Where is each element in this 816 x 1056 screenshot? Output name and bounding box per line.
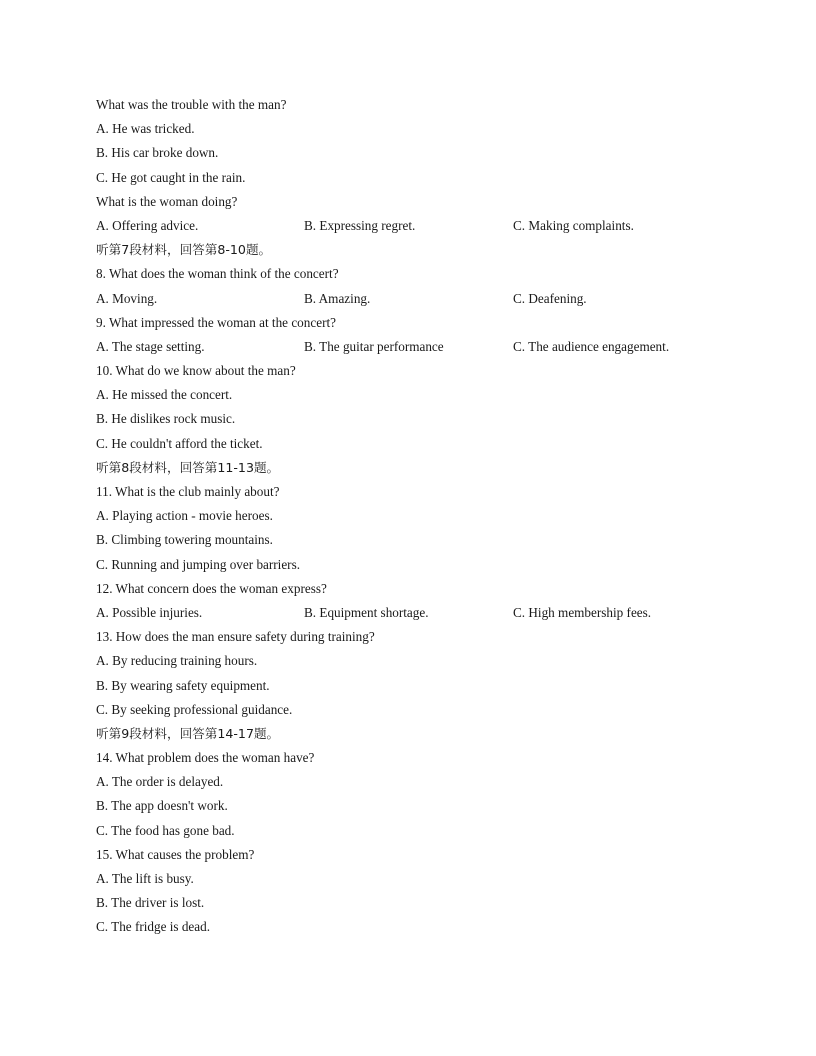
option-c: C. He got caught in the rain.: [96, 169, 246, 185]
option-c: C. Running and jumping over barriers.: [96, 556, 301, 572]
question-10: 10. What do we know about the man?: [96, 363, 296, 379]
option-c: C. By seeking professional guidance.: [96, 701, 293, 717]
option-b: B. The guitar performance: [304, 338, 444, 354]
option-b: B. He dislikes rock music.: [96, 411, 236, 427]
section-heading-8: 听第8段材料，回答第11-13题。: [96, 459, 280, 475]
question-9: 9. What impressed the woman at the concert?: [96, 314, 336, 330]
question-15: 15. What causes the problem?: [96, 846, 255, 862]
question-7: What is the woman doing?: [96, 193, 238, 209]
option-b: B. Amazing.: [304, 290, 371, 306]
options-row: [96, 287, 736, 311]
option-a: A. Playing action - movie heroes.: [96, 508, 273, 524]
option-b: B. His car broke down.: [96, 145, 219, 161]
option-c: C. High membership fees.: [513, 604, 652, 620]
section-heading-7: 听第7段材料，回答第8-10题。: [96, 242, 272, 258]
option-b: B. Climbing towering mountains.: [96, 532, 273, 548]
option-a: A. By reducing training hours.: [96, 653, 258, 669]
document-page: [96, 93, 736, 940]
option-c: C. The audience engagement.: [513, 338, 670, 354]
option-b: B. Expressing regret.: [304, 217, 416, 233]
option-c: C. The food has gone bad.: [96, 822, 235, 838]
question-8: 8. What does the woman think of the concert?: [96, 266, 339, 282]
option-b: B. By wearing safety equipment.: [96, 677, 270, 693]
option-b: B. Equipment shortage.: [304, 604, 429, 620]
option-c: C. Making complaints.: [513, 217, 634, 233]
question-12: 12. What concern does the woman express?: [96, 580, 327, 596]
question-6: What was the trouble with the man?: [96, 97, 287, 112]
option-a: A. Possible injuries.: [96, 604, 203, 620]
option-c: C. The fridge is dead.: [96, 919, 211, 935]
option-b: B. The driver is lost.: [96, 895, 205, 911]
question-13: 13. How does the man ensure safety during training?: [96, 629, 375, 645]
question-11: 11. What is the club mainly about?: [96, 484, 280, 499]
option-a: A. Offering advice.: [96, 217, 199, 233]
options-row: [96, 214, 736, 238]
option-b: B. The app doesn't work.: [96, 798, 228, 814]
option-a: A. He was tricked.: [96, 121, 195, 137]
option-c: C. Deafening.: [513, 290, 587, 306]
option-a: A. The lift is busy.: [96, 871, 194, 886]
options-row: [96, 601, 736, 625]
option-c: C. He couldn't afford the ticket.: [96, 435, 263, 451]
section-heading-9: 听第9段材料，回答第14-17题。: [96, 725, 280, 741]
option-a: A. The stage setting.: [96, 338, 205, 354]
options-row: [96, 335, 736, 359]
option-a: A. He missed the concert.: [96, 387, 233, 403]
question-14: 14. What problem does the woman have?: [96, 750, 315, 766]
option-a: A. Moving.: [96, 290, 158, 306]
option-a: A. The order is delayed.: [96, 774, 224, 790]
